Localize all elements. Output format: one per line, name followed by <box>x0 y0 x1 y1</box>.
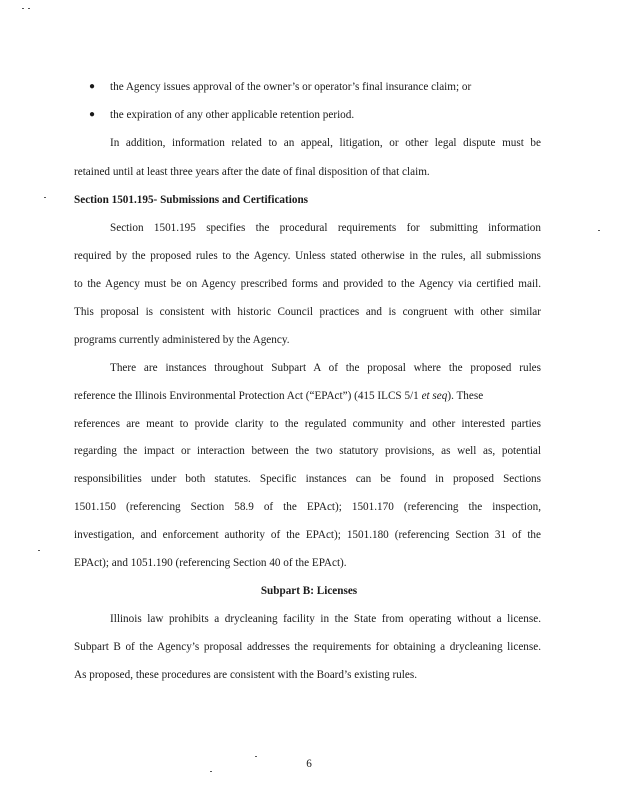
paragraph-line: This proposal is consistent with historic Council practices and is congruent with other similar <box>74 306 541 318</box>
paragraph-line: references are meant to provide clarity to the regulated community and other interested parties <box>74 418 541 430</box>
bullet-text: the expiration of any other applicable retention period. <box>110 109 355 121</box>
paragraph-line: In addition, information related to an appeal, litigation, or other legal dispute must be <box>110 137 541 149</box>
paragraph-line: Subpart B of the Agency’s proposal addresses the requirements for obtaining a drycleaning license. <box>74 641 541 653</box>
scan-speck <box>38 550 40 551</box>
section-heading: Section 1501.195- Submissions and Certifications <box>74 194 309 206</box>
paragraph-line: investigation, and enforcement authority of the EPAct); 1501.180 (referencing Section 31 of the <box>74 529 541 541</box>
scan-speck <box>22 8 24 9</box>
bullet-icon: ● <box>89 109 96 120</box>
paragraph-line <box>74 391 541 402</box>
paragraph-line: to the Agency must be on Agency prescribed forms and provided to the Agency via certified mail. <box>74 278 541 290</box>
scan-speck <box>210 771 212 772</box>
paragraph-line: 1501.150 (referencing Section 58.9 of the EPAct); 1501.170 (referencing the inspection, <box>74 501 541 513</box>
paragraph-line: Illinois law prohibits a drycleaning facility in the State from operating without a license. <box>110 613 541 625</box>
paragraph-line: Section 1501.195 specifies the procedural requirements for submitting information <box>110 222 541 234</box>
paragraph-line: programs currently administered by the Agency. <box>74 334 290 346</box>
paragraph-line: EPAct); and 1051.190 (referencing Section 40 of the EPAct). <box>74 557 347 569</box>
et-seq-italic: et seq <box>421 390 448 402</box>
scan-speck <box>598 230 600 231</box>
scan-speck <box>44 197 46 198</box>
paragraph-line: retained until at least three years after the date of final disposition of that claim. <box>74 166 430 178</box>
paragraph-line: As proposed, these procedures are consistent with the Board’s existing rules. <box>74 669 418 681</box>
scan-speck <box>255 756 257 757</box>
paragraph-line: regarding the impact or interaction between the two statutory provisions, as well as, potential <box>74 445 541 457</box>
subpart-heading: Subpart B: Licenses <box>260 585 358 597</box>
bullet-icon: ● <box>89 81 96 92</box>
paragraph-line: required by the proposed rules to the Agency. Unless stated otherwise in the rules, all submissions <box>74 250 541 262</box>
page-number: 6 <box>306 758 312 770</box>
citation-text: reference the Illinois Environmental Protection Act (“EPAct”) (415 ILCS 5/1 et seq). These <box>74 390 484 402</box>
scan-speck <box>28 8 30 9</box>
paragraph-line: responsibilities under both statutes. Specific instances can be found in proposed Sections <box>74 473 541 485</box>
bullet-text: the Agency issues approval of the owner’s or operator’s final insurance claim; or <box>110 81 472 93</box>
paragraph-line: There are instances throughout Subpart A of the proposal where the proposed rules <box>110 362 541 374</box>
